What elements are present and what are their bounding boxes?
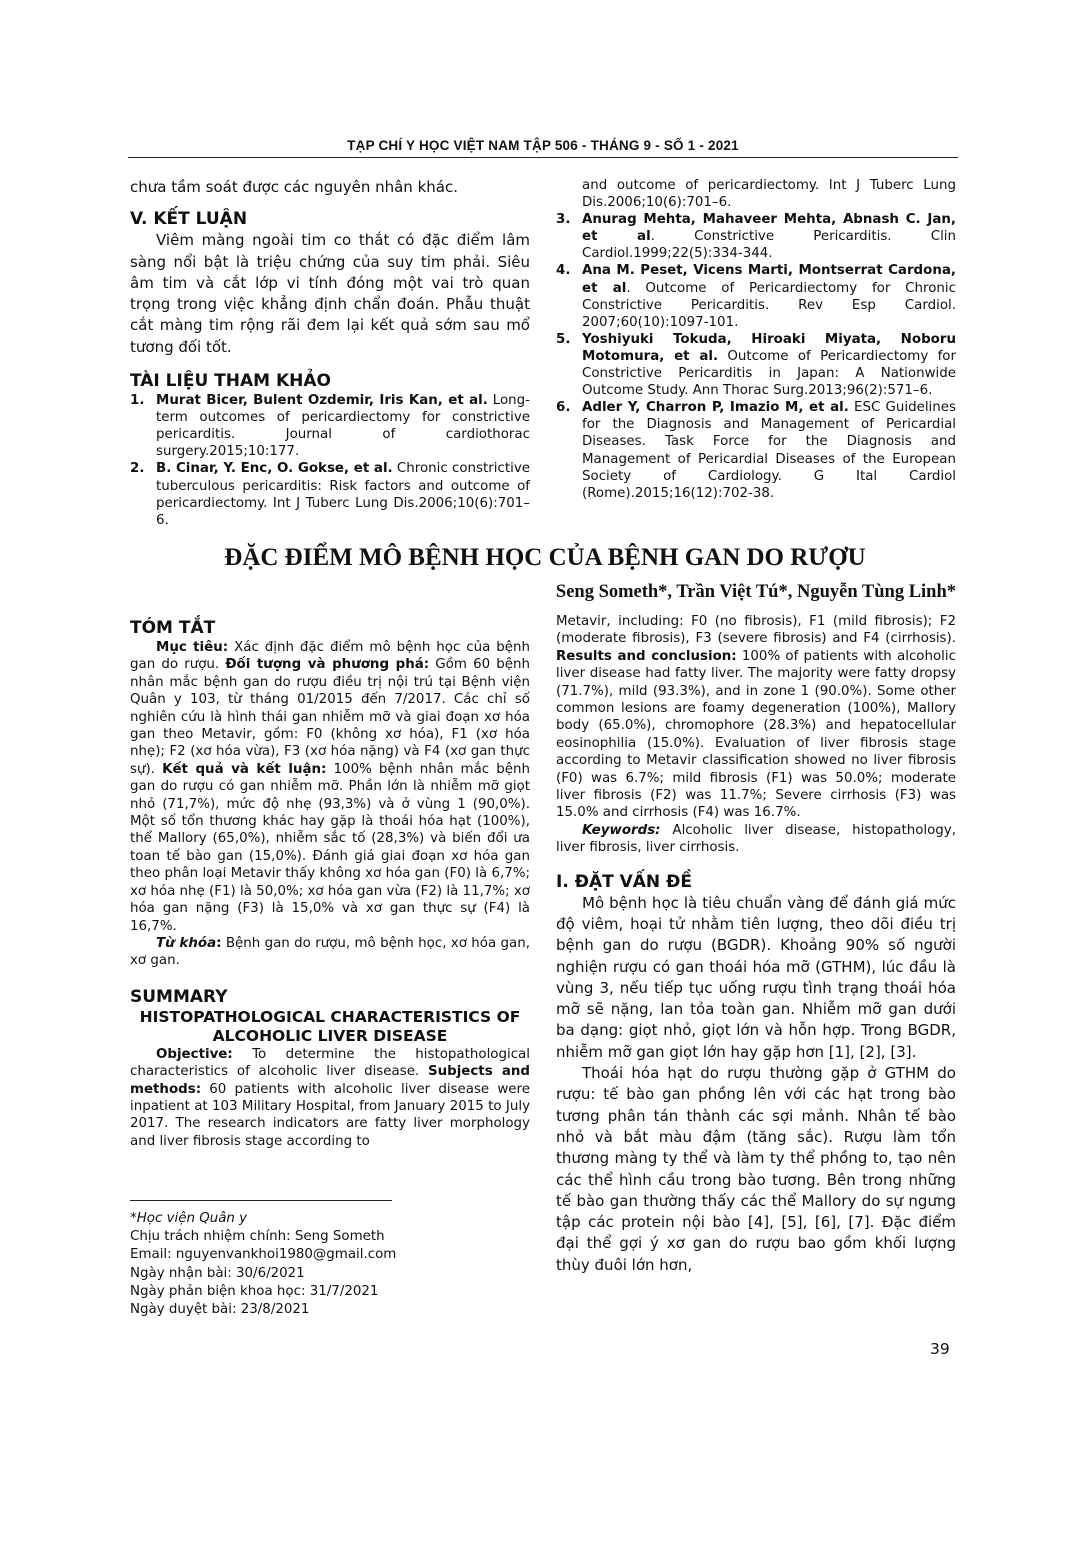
reference-text: Long-term outcomes of pericardiectomy for constrictive pericarditis. Journal of cardiothorac surgery.2015;10:177. (156, 393, 530, 460)
footnote-received: Ngày nhận bài: 30/6/2021 (130, 1265, 305, 1281)
reference-authors: Adler Y, Charron P, Imazio M, et al. (582, 400, 849, 416)
objective-en-text: To determine the histopathological characteristics of alcoholic liver disease. (130, 1046, 530, 1080)
methods-text: Gồm 60 bệnh nhân mắc bệnh gan do rượu điều trị nội trú tại Bệnh viện Quân y 103, từ tháng 01/2015 đến 7/2017. Các chỉ số nghiên cứu là hình thái gan nhiễm mỡ và giai đoạn xơ hóa gan theo Metavir, gồm: F0 (không xơ hóa), F1 (xơ hóa nhẹ); F2 (xơ hóa vừa), F3 (xơ hóa nặng) và F4 (xơ gan thực sự). (130, 657, 530, 777)
abstract-vi-heading: TÓM TẮT (130, 618, 216, 638)
reference-number: 2. (130, 461, 145, 477)
reference-authors: Anurag Mehta, Mahaveer Mehta, Abnash C. Jan, et al (582, 212, 956, 245)
intro-heading: I. ĐẶT VẤN ĐỀ (556, 871, 692, 892)
reference-item (556, 262, 956, 330)
header-divider (128, 157, 958, 158)
keywords-vi-label: Từ khóa (156, 935, 217, 951)
reference-item-continued (556, 177, 956, 211)
reference-text: Outcome of Pericardiectomy for Constrictive Pericarditis in Japan: A Nationwide Outcome Study. Ann Thorac Surg.2013;96(2):571–6. (582, 348, 957, 399)
reference-item (556, 211, 956, 262)
abstract-en-continued (556, 613, 956, 822)
reference-authors: Murat Bicer, Bulent Ozdemir, Iris Kan, et al. (156, 393, 488, 409)
summary-heading: SUMMARY (130, 986, 228, 1007)
footnote-approved: Ngày duyệt bài: 23/8/2021 (130, 1302, 310, 1318)
intro-paragraph-1: Mô bệnh học là tiêu chuẩn vàng để đánh giá mức độ viêm, hoại tử nhằm tiên lượng, theo dõi điều trị bệnh gan do rượu (BGDR). Khoảng 90% số người nghiện rượu có gan thoái hóa mỡ (GTHM), lúc đầu là vùng 3, nếu tiếp tục uống rượu tình trạng thoái hóa mỡ sẽ nặng, lan tỏa toàn gan. Nhiễm mỡ gan dưới ba dạng: giọt nhỏ, giọt lớn và hỗn hợp. Trong BGDR, nhiễm mỡ gan giọt lớn hay gặp hơn [1], [2], [3]. (556, 893, 956, 1061)
reference-authors: Ana M. Peset, Vicens Marti, Montserrat Cardona, et al (582, 263, 956, 296)
footnote (130, 1210, 530, 1319)
prev-article-right-column (556, 177, 956, 502)
article-right-column (556, 613, 956, 1276)
reference-authors: Yoshiyuki Tokuda, Hiroaki Miyata, Noboru Motomura, et al. (582, 331, 956, 364)
objective-text: Xác định đặc điểm mô bệnh học của bệnh gan do rượu. (130, 640, 530, 673)
conclusion-heading: V. KẾT LUẬN (130, 209, 248, 230)
reference-item (130, 460, 530, 528)
reference-authors: B. Cinar, Y. Enc, O. Gokse, et al. (156, 461, 393, 477)
summary-title: HISTOPATHOLOGICAL CHARACTERISTICS OF ALCOHOLIC LIVER DISEASE (139, 1007, 521, 1045)
footnote-divider (130, 1200, 392, 1201)
reference-number: 3. (556, 212, 571, 228)
keywords-en (556, 822, 956, 857)
keywords-vi-text: Bệnh gan do rượu, mô bệnh học, xơ hóa gan, xơ gan. (130, 935, 530, 969)
intro-paragraph-2: Thoái hóa hạt do rượu thường gặp ở GTHM do rượu: tế bào gan phồng lên với các hạt trong bào tương phân tán thành các sợi mảnh. Nhân tế bào nhỏ và bắt màu đậm (tăng sắc). Rượu làm tổn thương màng ty thể và làm ty thể phồng to, tạo nên các thể hình cầu trong bào tương. Bên trong những tế bào gan thường thấy các thể Mallory do sự ngưng tập các protein nội bào [4], [5], [6], [7]. Đặc điểm đại thể gợi ý xơ gan do rượu bao gồm khối lượng thùy đuôi lớn hơn, (556, 1064, 956, 1274)
journal-header: TẠP CHÍ Y HỌC VIỆT NAM TẬP 506 - THÁNG 9 - SỐ 1 - 2021 (347, 138, 739, 153)
keywords-en-text: Alcoholic liver disease, histopathology, liver fibrosis, liver cirrhosis. (556, 822, 956, 856)
methods-label: Đối tượng và phương phá: (225, 657, 430, 673)
keywords-vi (130, 935, 530, 970)
reference-text: . Outcome of Pericardiectomy for Chronic Constrictive Pericarditis. Rev Esp Cardiol. 2007;60(10):1097-101. (582, 280, 956, 330)
reference-number: 5. (556, 331, 571, 347)
reference-text: Chronic constrictive tuberculous pericarditis: Risk factors and outcome of pericardiectomy. Int J Tuberc Lung Dis.2006;10(6):701–6. (156, 461, 530, 528)
footnote-responsible: Chịu trách nhiệm chính: Seng Someth (130, 1229, 385, 1245)
results-en-text: 100% of patients with alcoholic liver disease had fatty liver. The majority were fatty dropsy (71.7%), mild (93.3%), and in zone 1 (90.0%). Some other common lesions are foamy degeneration (100%), Mallory body (65.0%), chromophore (28.3%) and hepatocellular eosinophilia (15.0%). Evaluation of liver fibrosis stage according to Metavir classification showed no liver fibrosis (F0) was 6.7%; mild fibrosis (F1) was 50.0%; moderate liver fibrosis (F2) was 11.7%; Severe cirrhosis (F3) was 15.0% and cirrhosis (F4) was 16.7%. (556, 648, 956, 821)
prev-article-left-column (130, 177, 530, 528)
reference-text: . Constrictive Pericarditis. Clin Cardiol.1999;22(5):334-344. (582, 229, 956, 262)
reference-item (556, 399, 956, 502)
abstract-left-column (130, 617, 530, 1150)
reference-item (556, 331, 956, 399)
objective-label: Mục tiêu: (156, 640, 229, 655)
reference-text: ESC Guidelines for the Diagnosis and Management of Pericardial Diseases. Task Force for the Diagnosis and Management of Pericardial Diseases of the European Society of Cardiology. G Ital Cardiol (Rome).2015;16(12):702-38. (582, 400, 956, 501)
reference-number: 4. (556, 263, 571, 279)
results-label: Kết quả và kết luận: (162, 761, 327, 777)
results-en-label: Results and conclusion: (556, 648, 737, 664)
prev-article-tail-text: chưa tầm soát được các nguyên nhân khác. (130, 178, 458, 196)
methods-en-text-continued: Metavir, including: F0 (no fibrosis), F1 (mild fibrosis); F2 (moderate fibrosis), F3 (severe fibrosis) and F4 (cirrhosis). (556, 614, 956, 647)
methods-en-text: 60 patients with alcoholic liver disease were inpatient at 103 Military Hospital, from January 2015 to July 2017. The research indicators are fatty liver morphology and liver fibrosis stage according to (130, 1081, 530, 1149)
methods-en-label: Subjects and methods: (130, 1064, 530, 1097)
article-authors: Seng Someth*, Trần Việt Tú*, Nguyễn Tùng Linh* (555, 582, 956, 602)
objective-en-label: Objective: (156, 1046, 233, 1062)
keywords-en-label: Keywords: (582, 822, 661, 838)
reference-item (130, 392, 530, 460)
reference-continuation: and outcome of pericardiectomy. Int J Tuberc Lung Dis.2006;10(6):701–6. (582, 178, 956, 211)
abstract-en-text (130, 1046, 530, 1150)
page-number: 39 (930, 1340, 950, 1358)
footnote-email[interactable]: Email: nguyenvankhoi1980@gmail.com (130, 1247, 397, 1263)
keywords-vi-colon: : (216, 935, 222, 951)
article-title: ĐẶC ĐIỂM MÔ BỆNH HỌC CỦA BỆNH GAN DO RƯỢU (224, 544, 866, 571)
reference-number: 6. (556, 400, 571, 416)
results-text: 100% bệnh nhân mắc bệnh gan do rượu có gan nhiễm mỡ. Phần lớn là nhiễm mỡ giọt nhỏ (71,7%), mức độ nhẹ (93,3%) và ở vùng 1 (90,0%). Một số tổn thương khác hay gặp là thoái hóa hạt (100%), thể Mallory (65,0%), nhiễm sắc tố (28,3%) và biến đổi ưa toan tế bào gan (15,0%). Đánh giá giai đoạn xơ hóa gan theo phân loại Metavir thấy không xơ hóa gan (F0) là 6,7%; xơ hóa nhẹ (F1) là 50,0%; xơ hóa gan vừa (F2) là 11,7%; xơ hóa gan nặng (F3) là 15,0% và xơ gan thực sự (F4) là 16,7%. (130, 761, 530, 934)
abstract-vi-text (130, 639, 530, 935)
footnote-affiliation: *Học viện Quân y (130, 1211, 248, 1226)
conclusion-text: Viêm màng ngoài tim co thắt có đặc điểm lâm sàng nổi bật là triệu chứng của suy tim phải. Siêu âm tim và cắt lớp vi tính đóng một vai trò quan trọng trong việc khẳng định chẩn đoán. Phẫu thuật cắt màng tim rộng rãi đem lại kết quả sớm sau mổ tương đối tốt. (130, 231, 530, 356)
footnote-reviewed: Ngày phản biện khoa học: 31/7/2021 (130, 1283, 379, 1299)
reference-number: 1. (130, 393, 145, 409)
references-heading: TÀI LIỆU THAM KHẢO (130, 371, 331, 392)
